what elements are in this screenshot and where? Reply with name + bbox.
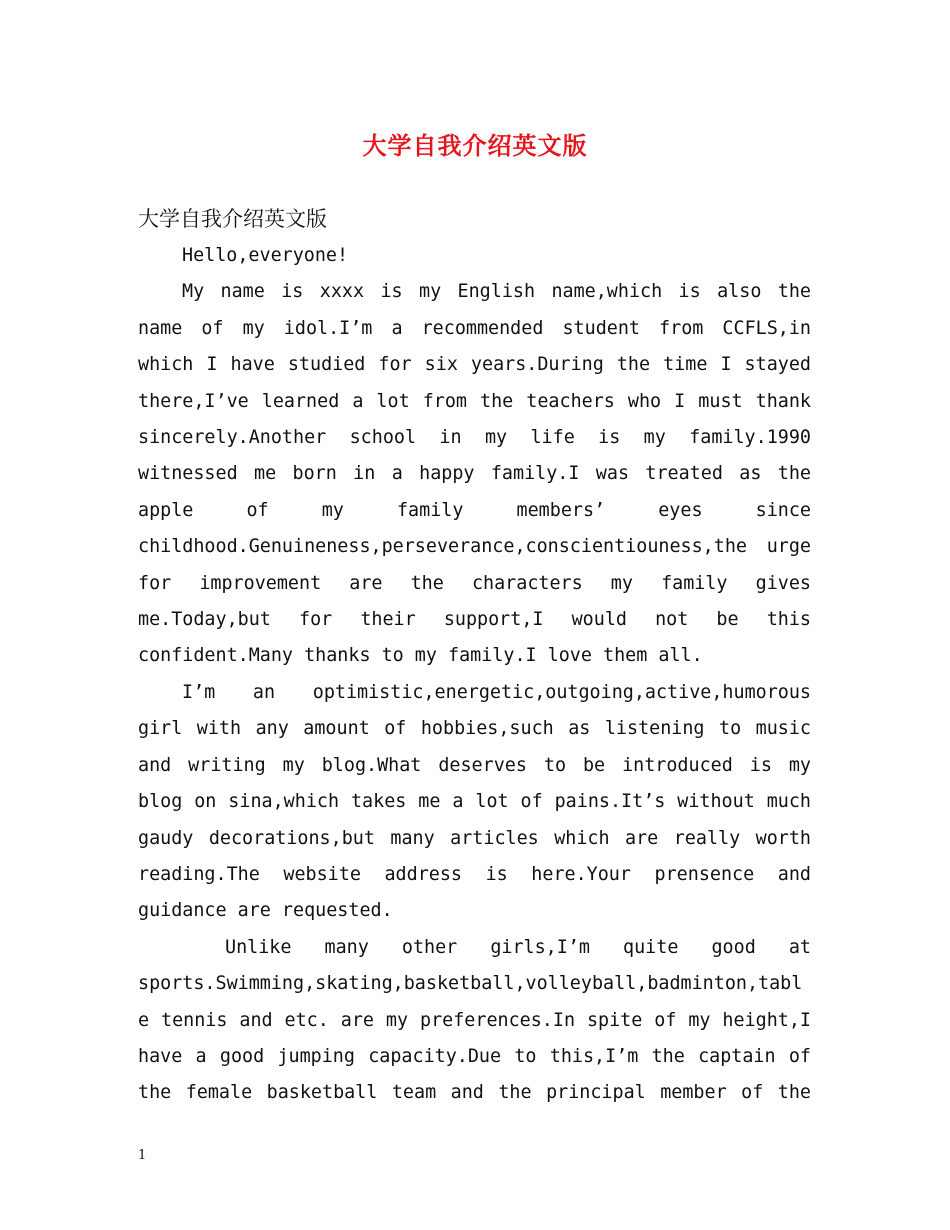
paragraph-sports: Unlike many other girls,I’m quite good at sports.Swimming,skating,basketball,volleyball,badminton,table tennis and etc. are my preferences.In spite of my height,I have a good jumping capacity.Due to this,I’m the captain of the female basketball team and the principal member of the: [138, 936, 811, 1104]
document-title: 大学自我介绍英文版: [362, 131, 588, 160]
document-subtitle: 大学自我介绍英文版: [138, 207, 327, 231]
paragraph-hobbies: I’m an optimistic,energetic,outgoing,active,humorous girl with any amount of hobbies,such as listening to music and writing my blog.What deserves to be introduced is my blog on sina,which takes me a lot of pains.It’s without much gaudy decorations,but many articles which are really worth reading.The website address is here.Your prensence and guidance are requested.: [138, 681, 811, 922]
document-body: [138, 200, 811, 1112]
page-number: 1: [138, 1148, 147, 1163]
greeting-paragraph: Hello,everyone!: [182, 245, 349, 266]
paragraph-family: My name is xxxx is my English name,which is also the name of my idol.I’m a recommended student from CCFLS,in which I have studied for six years.During the time I stayed there,I’ve learned a lot from the teachers who I must thank sincerely.Another school in my life is my family.1990 witnessed me born in a happy family.I was treated as the apple of my family members’ eyes since childhood.Genuineness,perseverance,conscientiouness,the urge for improvement are the characters my family gives me.Today,but for their support,I would not be this confident.Many thanks to my family.I love them all.: [138, 281, 811, 667]
